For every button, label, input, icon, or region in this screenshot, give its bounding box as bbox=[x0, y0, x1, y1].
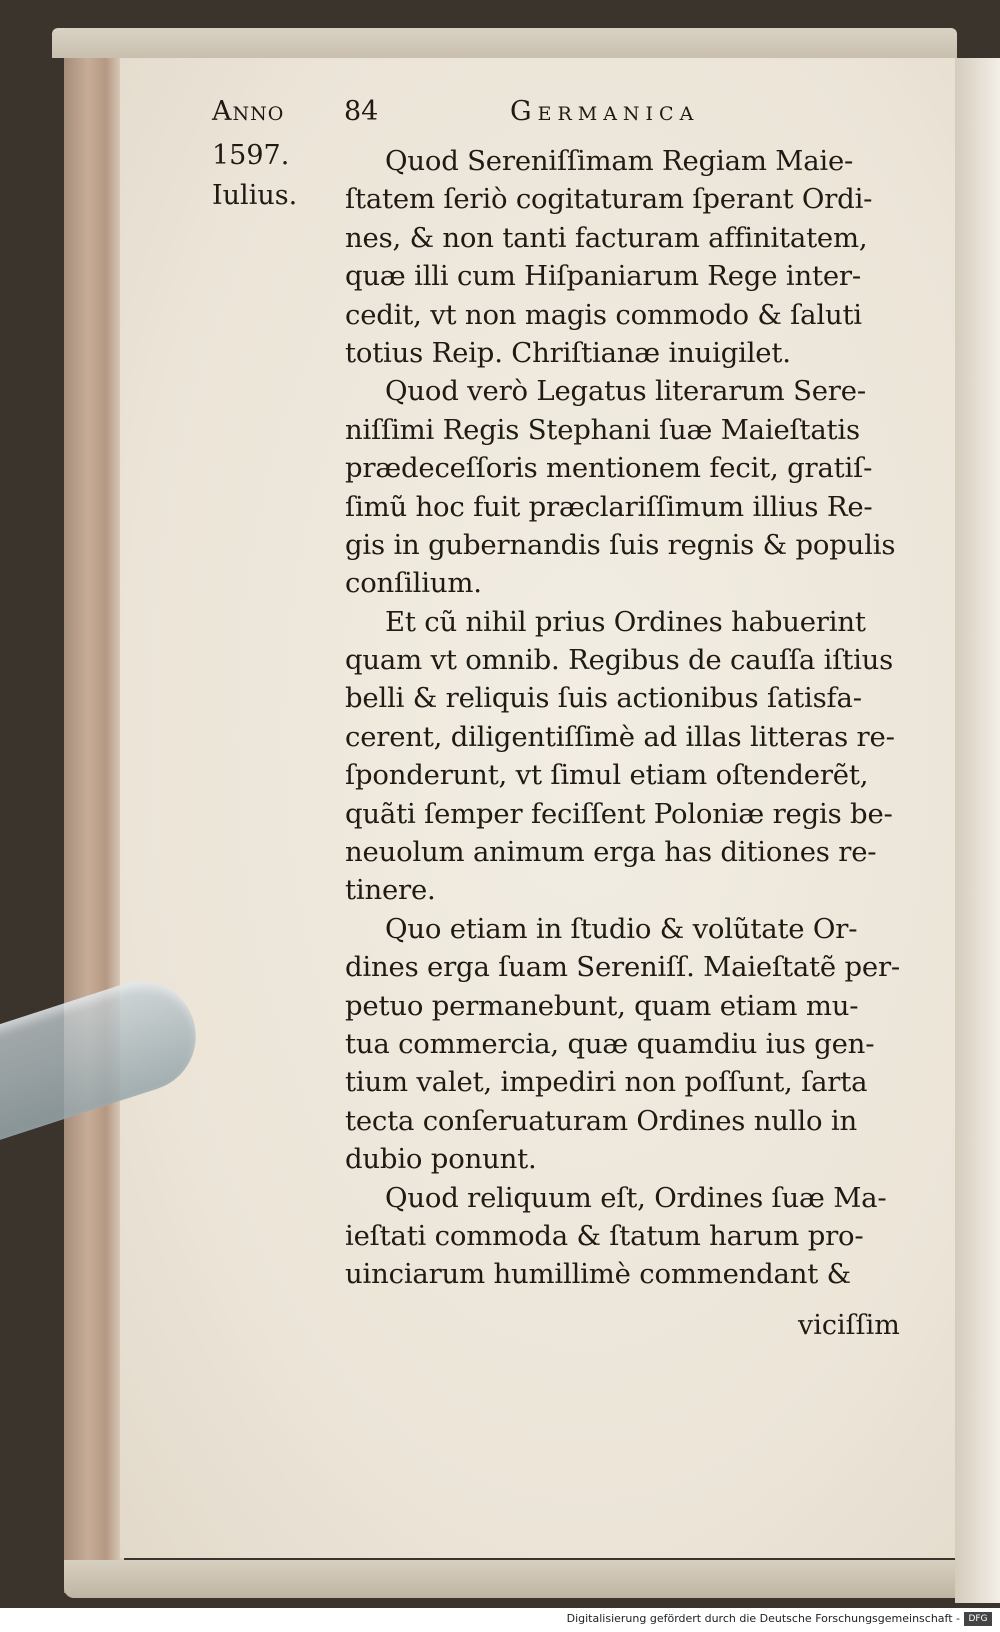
text-line: niſſimi Regis Stephani ſuæ Maieſtatis bbox=[345, 413, 860, 446]
margin-note bbox=[212, 136, 322, 216]
text-line: quam vt omnib. Regibus de cauſſa iſtius bbox=[345, 644, 894, 677]
text-line: quãti ſemper feciſſent Poloniæ regis be- bbox=[345, 797, 893, 830]
text-line: Quod Sereniſſimam Regiam Maie- bbox=[385, 145, 854, 177]
text-line: tium valet, impediri non poſſunt, ſarta bbox=[345, 1066, 868, 1099]
text-line: nes, & non tanti facturam affinitatem, bbox=[345, 221, 868, 254]
text-line: totius Reip. Chriſtianæ inuigilet. bbox=[345, 336, 791, 369]
text-line: ieſtati commoda & ſtatum harum pro- bbox=[345, 1219, 864, 1252]
text-line: uinciarum humillimè commendant & bbox=[345, 1258, 851, 1291]
facing-page-edge bbox=[955, 58, 1000, 1603]
text-line: ſtatem ſeriò cogitaturam ſperant Ordi- bbox=[345, 183, 873, 216]
body-text bbox=[345, 142, 910, 1294]
catchword: viciſſim bbox=[798, 1310, 900, 1341]
text-line: Quod verò Legatus literarum Sere- bbox=[385, 375, 866, 408]
text-line: ſimũ hoc fuit præclariſſimum illius Re- bbox=[345, 490, 873, 523]
text-line: Quod reliquum eſt, Ordines ſuæ Ma- bbox=[385, 1181, 887, 1214]
text-line: conſilium. bbox=[345, 567, 482, 600]
text-line: neuolum animum erga has ditiones re- bbox=[345, 836, 877, 869]
text-line: dubio ponunt. bbox=[345, 1143, 537, 1176]
book-top-edge bbox=[52, 28, 957, 58]
running-head bbox=[212, 96, 912, 136]
text-line: Et cũ nihil prius Ordines habuerint bbox=[385, 605, 866, 638]
footer-bar bbox=[0, 1608, 1000, 1632]
text-line: gis in gubernandis ſuis regnis & populis bbox=[345, 528, 896, 561]
running-head-title: Germanica bbox=[510, 96, 700, 127]
text-line: ſponderunt, vt ſimul etiam oſtenderẽt, bbox=[345, 759, 869, 792]
running-head-anno: Anno bbox=[212, 96, 285, 127]
margin-year: 1597. bbox=[212, 140, 290, 171]
text-line: prædeceſſoris mentionem fecit, gratiſ- bbox=[345, 452, 873, 485]
text-line: petuo permanebunt, quam etiam mu- bbox=[345, 989, 859, 1022]
text-line: quæ illi cum Hiſpaniarum Rege inter- bbox=[345, 260, 861, 293]
margin-month: Iulius. bbox=[212, 180, 298, 211]
text-line: Quo etiam in ſtudio & volũtate Or- bbox=[385, 912, 858, 945]
text-line: dines erga ſuam Sereniſſ. Maieſtatẽ per- bbox=[345, 951, 901, 984]
text-line: belli & reliquis ſuis actionibus ſatisfa- bbox=[345, 682, 862, 715]
book-fore-edge bbox=[64, 58, 124, 1593]
dfg-logo-icon: DFG bbox=[964, 1612, 992, 1626]
digitization-credit: Digitalisierung gefördert durch die Deutsche Forschungsgemeinschaft - bbox=[566, 1612, 960, 1625]
text-line: tinere. bbox=[345, 874, 436, 907]
book-bottom-edge bbox=[64, 1560, 964, 1598]
text-line: cedit, vt non magis commodo & ſaluti bbox=[345, 298, 862, 331]
text-line: tua commercia, quæ quamdiu ius gen- bbox=[345, 1027, 875, 1060]
text-line: tecta conſeruaturam Ordines nullo in bbox=[345, 1104, 857, 1137]
page-number: 84 bbox=[344, 96, 379, 127]
text-line: cerent, diligentiſſimè ad illas litteras re- bbox=[345, 720, 895, 753]
